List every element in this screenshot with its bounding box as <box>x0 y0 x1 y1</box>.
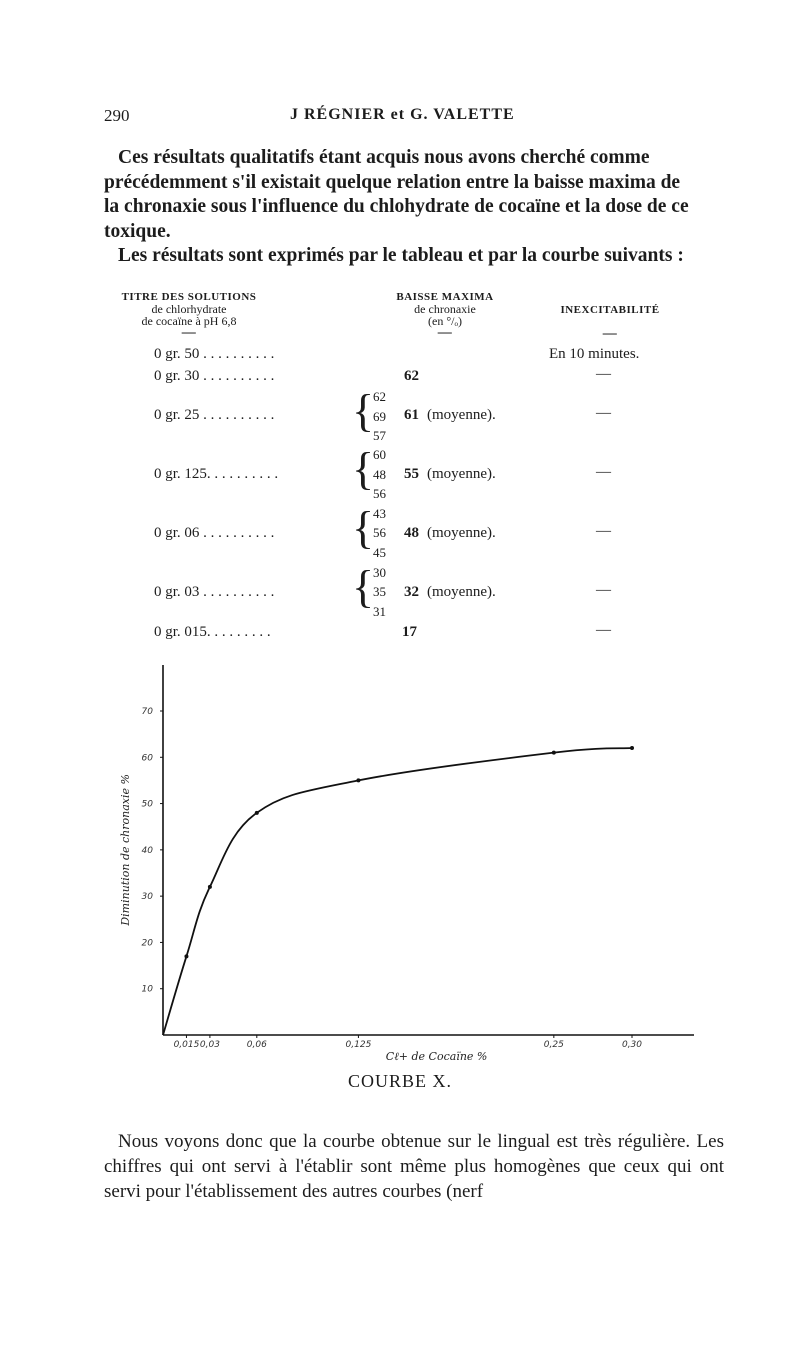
table-row-label: 0 gr. 50 . . . . . . . . . . <box>154 346 275 362</box>
brace: { <box>352 443 375 494</box>
column-dash: — <box>437 325 453 340</box>
baisse-value: 62 <box>404 368 419 384</box>
y-tick-label: 10 <box>141 984 153 995</box>
x-axis-title: Cℓ+ de Cocaïne % <box>385 1050 488 1063</box>
column-title: BAISSE MAXIMA <box>396 291 494 303</box>
x-tick-label: 0,015 <box>173 1040 200 1050</box>
column-dash: — <box>602 326 618 341</box>
data-point <box>255 811 259 815</box>
chart-container <box>110 655 710 1075</box>
column-header-solutions <box>104 291 274 339</box>
column-subtitle: de cocaïne à pH 6,8 <box>141 314 237 328</box>
brace: { <box>352 502 375 553</box>
column-header-inexcitabilite <box>540 304 680 340</box>
y-tick-label: 60 <box>141 753 153 764</box>
inexcitability-value: En 10 minutes. <box>549 346 640 362</box>
x-tick-label: 0,125 <box>345 1040 372 1050</box>
baisse-value: 55 <box>404 466 419 482</box>
brace: { <box>352 385 375 436</box>
y-tick-label: 50 <box>141 799 153 810</box>
column-subtitle: de chlorhydrate <box>151 302 227 316</box>
inexcitability-value: — <box>596 366 611 382</box>
data-point <box>208 885 212 889</box>
column-title: INEXCITABILITÉ <box>560 304 660 316</box>
baisse-value: 61 <box>404 407 419 423</box>
data-point <box>356 778 360 782</box>
conclusion-paragraph: Nous voyons donc que la courbe obtenue sur le lingual est très régulière. Les chiffres qui ont servi à l'établir sont même plus homogènes que ceux qui ont servi pour l'établissement des autres courbes (nerf <box>104 1131 724 1202</box>
x-tick-label: 0,25 <box>543 1040 564 1050</box>
raw-value: 57 <box>373 428 386 443</box>
x-tick-label: 0,03 <box>199 1040 220 1050</box>
intro-paragraph <box>104 146 726 244</box>
raw-value: 62 <box>373 389 386 404</box>
raw-value: 45 <box>373 545 386 560</box>
raw-value: 35 <box>373 584 386 599</box>
average-note: (moyenne). <box>427 407 496 423</box>
data-point <box>630 746 634 750</box>
table-row-label: 0 gr. 03 . . . . . . . . . . <box>154 584 275 600</box>
running-head <box>104 106 724 130</box>
table-row-label: 0 gr. 25 . . . . . . . . . . <box>154 407 275 423</box>
table-intro-paragraph: Les résultats sont exprimés par le tableau et par la courbe suivants : <box>118 245 684 266</box>
raw-value: 31 <box>373 604 386 619</box>
y-tick-label: 20 <box>141 938 153 949</box>
column-subtitle: de chronaxie <box>414 302 476 316</box>
paragraph-line: toxique. <box>104 220 171 242</box>
x-tick-label: 0,06 <box>246 1040 267 1050</box>
baisse-value: 17 <box>402 624 417 640</box>
paragraph-line: précédemment s'il existait quelque relation entre la baisse maxima de <box>104 171 681 193</box>
table-row-label: 0 gr. 015. . . . . . . . . <box>154 624 271 640</box>
average-note: (moyenne). <box>427 525 496 541</box>
table-row-label: 0 gr. 125. . . . . . . . . . <box>154 466 279 482</box>
data-point <box>552 751 556 755</box>
y-tick-label: 40 <box>141 845 153 856</box>
raw-value: 60 <box>373 447 386 462</box>
raw-value: 48 <box>373 467 386 482</box>
inexcitability-value: — <box>596 464 611 480</box>
table-row-label: 0 gr. 06 . . . . . . . . . . <box>154 525 275 541</box>
paragraph-line: la chronaxie sous l'influence du chlohydrate de cocaïne et la dose de ce <box>104 196 689 217</box>
column-header-baisse <box>380 291 510 339</box>
brace: { <box>352 561 375 612</box>
raw-value: 69 <box>373 409 386 424</box>
raw-value: 30 <box>373 565 386 580</box>
average-note: (moyenne). <box>427 584 496 600</box>
inexcitability-value: — <box>596 622 611 638</box>
data-point <box>184 954 188 958</box>
raw-value: 43 <box>373 506 386 521</box>
series-line <box>163 748 632 1035</box>
inexcitability-value: — <box>596 582 611 598</box>
inexcitability-value: — <box>596 523 611 539</box>
y-tick-label: 70 <box>141 707 153 717</box>
column-title: TITRE DES SOLUTIONS <box>121 291 257 303</box>
chart-svg <box>110 655 710 1075</box>
paragraph-line: Ces résultats qualitatifs étant acquis nous avons cherché comme <box>118 147 650 168</box>
figure-caption: COURBE X. <box>347 1071 452 1091</box>
page-number: 290 <box>104 106 130 125</box>
running-title: J RÉGNIER et G. VALETTE <box>290 106 515 123</box>
x-tick-label: 0,30 <box>621 1040 643 1050</box>
y-axis-title: Diminution de chronaxie % <box>119 774 132 926</box>
column-dash: — <box>181 325 197 340</box>
baisse-value: 48 <box>404 525 419 541</box>
raw-value: 56 <box>373 525 386 540</box>
raw-value: 56 <box>373 486 386 501</box>
table-row-label: 0 gr. 30 . . . . . . . . . . <box>154 368 275 384</box>
baisse-value: 32 <box>404 584 419 600</box>
y-tick-label: 30 <box>141 892 153 903</box>
column-subtitle: (en °/ₒ) <box>428 314 462 328</box>
average-note: (moyenne). <box>427 466 496 482</box>
inexcitability-value: — <box>596 405 611 421</box>
